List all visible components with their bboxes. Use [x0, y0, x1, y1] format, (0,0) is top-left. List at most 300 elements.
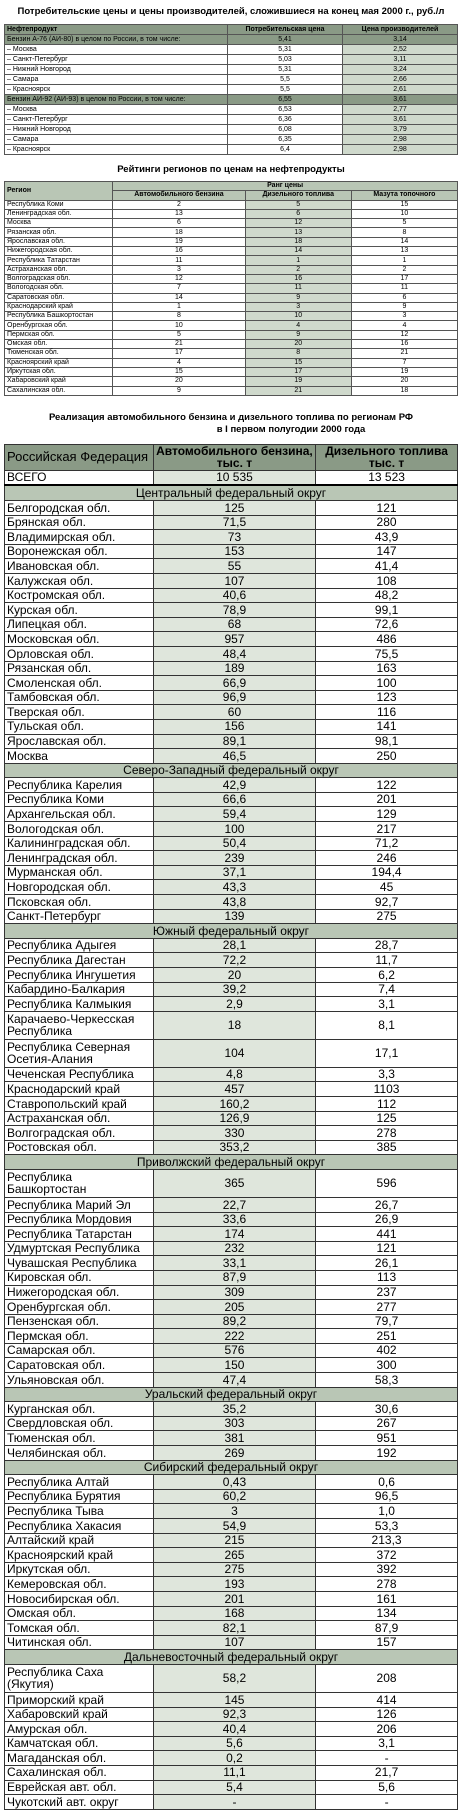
district-name: Центральный федеральный округ [5, 485, 458, 500]
producer-price-cell: 2,52 [343, 45, 458, 55]
diesel-value-cell: 414 [316, 1692, 458, 1707]
table-row [5, 200, 458, 209]
region-cell: Пермская обл. [5, 330, 113, 339]
diesel-value-cell: 251 [316, 1329, 458, 1344]
table-row [5, 690, 458, 705]
gasoline-value-cell: 193 [153, 1577, 315, 1592]
diesel-value-cell: 278 [316, 1577, 458, 1592]
region-cell: Республика Дагестан [5, 953, 154, 968]
gasoline-value-cell: 58,2 [153, 1664, 315, 1692]
fuel-oil-rank-cell: 8 [351, 228, 457, 237]
fuel-oil-rank-cell: 3 [351, 312, 457, 321]
gasoline-value-cell: 78,9 [153, 603, 315, 618]
region-cell: Москва [5, 219, 113, 228]
gasoline-rank-cell: 1 [113, 302, 245, 311]
gasoline-rank-cell: 5 [113, 330, 245, 339]
gasoline-value-cell: 42,9 [153, 778, 315, 793]
table-row [5, 909, 458, 924]
region-cell: Хабаровский край [5, 377, 113, 386]
diesel-value-cell: 134 [316, 1606, 458, 1621]
region-cell: Астраханская обл. [5, 265, 113, 274]
gasoline-value-cell: 365 [153, 1169, 315, 1197]
diesel-rank-cell: 2 [245, 265, 351, 274]
fuel-oil-rank-cell: 4 [351, 321, 457, 330]
district-header-row [5, 1650, 458, 1665]
table-row [5, 778, 458, 793]
consumer-price-cell: 5,31 [228, 45, 343, 55]
gasoline-value-cell: 303 [153, 1416, 315, 1431]
total-diesel: 13 523 [316, 470, 458, 485]
region-cell: Московская обл. [5, 632, 154, 647]
table-row [5, 1519, 458, 1534]
diesel-value-cell: 26,9 [316, 1212, 458, 1227]
table-row [5, 1241, 458, 1256]
gasoline-value-cell: 125 [153, 501, 315, 516]
diesel-value-cell: 596 [316, 1169, 458, 1197]
table-row [5, 807, 458, 822]
region-cell: Краснодарский край [5, 302, 113, 311]
region-cell: Орловская обл. [5, 646, 154, 661]
table-row [5, 55, 458, 65]
table-row [5, 880, 458, 895]
diesel-value-cell: 113 [316, 1270, 458, 1285]
fuel-oil-rank-cell: 19 [351, 367, 457, 376]
gasoline-value-cell: 107 [153, 1635, 315, 1650]
region-cell: Курская обл. [5, 603, 154, 618]
table-row [5, 1300, 458, 1315]
gasoline-rank-cell: 20 [113, 377, 245, 386]
table-row [5, 302, 458, 311]
producer-price-cell: 2,66 [343, 75, 458, 85]
diesel-value-cell: 372 [316, 1548, 458, 1563]
table-row [5, 274, 458, 283]
table-row [5, 1751, 458, 1766]
gasoline-value-cell: 73 [153, 530, 315, 545]
region-cell: Чувашская Республика [5, 1256, 154, 1271]
diesel-value-cell: 237 [316, 1285, 458, 1300]
consumer-price-cell: 6,08 [228, 125, 343, 135]
diesel-value-cell: 41,4 [316, 559, 458, 574]
table-row [5, 265, 458, 274]
table-row [5, 135, 458, 145]
gasoline-value-cell: 96,9 [153, 690, 315, 705]
region-cell: Республика Ингушетия [5, 968, 154, 983]
diesel-value-cell: 3,3 [316, 1067, 458, 1082]
region-cell: Амурская обл. [5, 1722, 154, 1737]
producer-price-cell: 2,61 [343, 85, 458, 95]
region-cell: Сахалинская обл. [5, 386, 113, 395]
region-cell: Республика Бурятия [5, 1489, 154, 1504]
gasoline-value-cell: 43,3 [153, 880, 315, 895]
diesel-value-cell: 1,0 [316, 1504, 458, 1519]
gasoline-value-cell: 309 [153, 1285, 315, 1300]
region-cell: Москва [5, 749, 154, 764]
region-cell: Псковская обл. [5, 895, 154, 910]
gasoline-value-cell: 457 [153, 1082, 315, 1097]
diesel-value-cell: 43,9 [316, 530, 458, 545]
table-row [5, 1635, 458, 1650]
diesel-value-cell: 30,6 [316, 1402, 458, 1417]
table-row [5, 377, 458, 386]
gasoline-rank-cell: 16 [113, 247, 245, 256]
diesel-value-cell: 11,7 [316, 953, 458, 968]
prices-table-body [5, 35, 458, 155]
product-cell: – Санкт-Петербург [5, 115, 228, 125]
table-row [5, 1475, 458, 1490]
diesel-rank-cell: 15 [245, 358, 351, 367]
table-row [5, 293, 458, 302]
district-header-row [5, 924, 458, 939]
region-cell: Самарская обл. [5, 1343, 154, 1358]
column-header: Мазута топочного [351, 191, 457, 200]
gasoline-rank-cell: 19 [113, 237, 245, 246]
diesel-value-cell: 208 [316, 1664, 458, 1692]
fuel-oil-rank-cell: 18 [351, 386, 457, 395]
table-row [5, 1082, 458, 1097]
diesel-rank-cell: 13 [245, 228, 351, 237]
diesel-value-cell: 98,1 [316, 734, 458, 749]
gasoline-value-cell: 89,1 [153, 734, 315, 749]
gasoline-value-cell: 205 [153, 1300, 315, 1315]
table-row [5, 75, 458, 85]
consumer-price-cell: 5,5 [228, 75, 343, 85]
table-row [5, 968, 458, 983]
gasoline-rank-cell: 18 [113, 228, 245, 237]
region-cell: Тульская обл. [5, 719, 154, 734]
table-row [5, 1795, 458, 1810]
fuel-oil-rank-cell: 16 [351, 340, 457, 349]
diesel-value-cell: 161 [316, 1591, 458, 1606]
table-row [5, 646, 458, 661]
producer-price-cell: 3,14 [343, 35, 458, 45]
diesel-rank-cell: 10 [245, 312, 351, 321]
gasoline-value-cell: 68 [153, 617, 315, 632]
gasoline-value-cell: 145 [153, 1692, 315, 1707]
fuel-oil-rank-cell: 17 [351, 274, 457, 283]
gasoline-rank-cell: 8 [113, 312, 245, 321]
table-row [5, 85, 458, 95]
gasoline-rank-cell: 15 [113, 367, 245, 376]
region-cell: Тюменская обл. [5, 349, 113, 358]
diesel-value-cell: 163 [316, 661, 458, 676]
gasoline-value-cell: 89,2 [153, 1314, 315, 1329]
region-cell: Краснодарский край [5, 1082, 154, 1097]
producer-price-cell: 3,79 [343, 125, 458, 135]
region-cell: Республика Калмыкия [5, 997, 154, 1012]
diesel-rank-cell: 12 [245, 219, 351, 228]
district-header-row [5, 763, 458, 778]
gasoline-value-cell: 39,2 [153, 982, 315, 997]
diesel-value-cell: - [316, 1751, 458, 1766]
region-cell: Омская обл. [5, 1606, 154, 1621]
diesel-value-cell: 53,3 [316, 1519, 458, 1534]
gasoline-value-cell: 330 [153, 1126, 315, 1141]
region-cell: Республика Башкортостан [5, 1169, 154, 1197]
diesel-value-cell: 129 [316, 807, 458, 822]
fuel-oil-rank-cell: 2 [351, 265, 457, 274]
gasoline-value-cell: 55 [153, 559, 315, 574]
producer-price-cell: 3,11 [343, 55, 458, 65]
consumer-price-cell: 6,55 [228, 95, 343, 105]
region-cell: Иркутская обл. [5, 1562, 154, 1577]
table-row [5, 1285, 458, 1300]
fuel-oil-rank-cell: 7 [351, 358, 457, 367]
table-header-row [5, 182, 458, 191]
table-row [5, 1096, 458, 1111]
diesel-value-cell: 87,9 [316, 1621, 458, 1636]
table-row [5, 1562, 458, 1577]
diesel-value-cell: 121 [316, 501, 458, 516]
district-header-row [5, 485, 458, 500]
region-cell: Калининградская обл. [5, 836, 154, 851]
diesel-value-cell: 21,7 [316, 1765, 458, 1780]
table-row [5, 1329, 458, 1344]
diesel-value-cell: 5,6 [316, 1780, 458, 1795]
region-cell: Ярославская обл. [5, 734, 154, 749]
prices-title: Потребительские цены и цены производителей, сложившиеся на конец мая 2000 г., руб./л [17, 6, 445, 17]
region-cell: Воронежская обл. [5, 544, 154, 559]
gasoline-value-cell: 3 [153, 1504, 315, 1519]
diesel-value-cell: 7,4 [316, 982, 458, 997]
table-row [5, 125, 458, 135]
column-header: Автомобильного бензина [113, 191, 245, 200]
diesel-value-cell: 28,7 [316, 938, 458, 953]
district-name: Дальневосточный федеральный округ [5, 1650, 458, 1665]
table-row [5, 1446, 458, 1461]
region-cell: Челябинская обл. [5, 1446, 154, 1461]
gasoline-rank-cell: 17 [113, 349, 245, 358]
producer-price-cell: 2,77 [343, 105, 458, 115]
gasoline-value-cell: 46,5 [153, 749, 315, 764]
gasoline-value-cell: 54,9 [153, 1519, 315, 1534]
region-header: Регион [5, 182, 113, 201]
region-cell: Оренбургская обл. [5, 321, 113, 330]
consumer-price-cell: 5,03 [228, 55, 343, 65]
fuel-oil-rank-cell: 6 [351, 293, 457, 302]
region-cell: Кемеровская обл. [5, 1577, 154, 1592]
region-cell: Волгоградская обл. [5, 1126, 154, 1141]
table-row [5, 938, 458, 953]
region-cell: Республика Карелия [5, 778, 154, 793]
producer-price-cell: 3,24 [343, 65, 458, 75]
fuel-oil-rank-cell: 21 [351, 349, 457, 358]
diesel-value-cell: 0,6 [316, 1475, 458, 1490]
region-cell: Республика Алтай [5, 1475, 154, 1490]
diesel-value-cell: 79,7 [316, 1314, 458, 1329]
diesel-value-cell: 123 [316, 690, 458, 705]
region-cell: Саратовская обл. [5, 293, 113, 302]
gasoline-value-cell: 82,1 [153, 1621, 315, 1636]
region-cell: Тамбовская обл. [5, 690, 154, 705]
gasoline-value-cell: 215 [153, 1533, 315, 1548]
fuel-oil-rank-cell: 11 [351, 284, 457, 293]
region-cell: Карачаево-Черкесская Республика [5, 1011, 154, 1039]
ratings-table-body [5, 200, 458, 395]
gasoline-rank-cell: 13 [113, 209, 245, 218]
table-row [5, 1416, 458, 1431]
diesel-value-cell: 100 [316, 676, 458, 691]
gasoline-rank-cell: 11 [113, 256, 245, 265]
table-row [5, 1358, 458, 1373]
producer-price-cell: 2,98 [343, 145, 458, 155]
gasoline-value-cell: 18 [153, 1011, 315, 1039]
region-cell: Тверская обл. [5, 705, 154, 720]
region-cell: Брянская обл. [5, 515, 154, 530]
gasoline-value-cell: 47,4 [153, 1373, 315, 1388]
diesel-value-cell: - [316, 1795, 458, 1810]
gasoline-value-cell: 33,1 [153, 1256, 315, 1271]
table-row [5, 1707, 458, 1722]
diesel-value-cell: 1103 [316, 1082, 458, 1097]
gasoline-value-cell: 269 [153, 1446, 315, 1461]
table-row [5, 1373, 458, 1388]
table-row [5, 228, 458, 237]
table-row [5, 1256, 458, 1271]
diesel-rank-cell: 16 [245, 274, 351, 283]
diesel-rank-cell: 9 [245, 330, 351, 339]
gasoline-value-cell: 66,9 [153, 676, 315, 691]
product-cell: – Красноярск [5, 85, 228, 95]
district-name: Северо-Западный федеральный округ [5, 763, 458, 778]
fuel-oil-rank-cell: 15 [351, 200, 457, 209]
table-row [5, 559, 458, 574]
region-cell: Нижегородская обл. [5, 1285, 154, 1300]
fuel-oil-rank-cell: 14 [351, 237, 457, 246]
region-cell: Еврейская авт. обл. [5, 1780, 154, 1795]
ratings-table [4, 181, 458, 396]
gasoline-value-cell: 957 [153, 632, 315, 647]
total-label: ВСЕГО [5, 470, 154, 485]
table-row [5, 1039, 458, 1067]
region-cell: Курганская обл. [5, 1402, 154, 1417]
table-row [5, 237, 458, 246]
diesel-rank-cell: 14 [245, 247, 351, 256]
table-row [5, 1314, 458, 1329]
table-row [5, 321, 458, 330]
table-row [5, 588, 458, 603]
table-row [5, 340, 458, 349]
region-cell: Чеченская Республика [5, 1067, 154, 1082]
region-cell: Оренбургская обл. [5, 1300, 154, 1315]
table-row [5, 1606, 458, 1621]
gasoline-value-cell: 60,2 [153, 1489, 315, 1504]
region-cell: Калужская обл. [5, 573, 154, 588]
region-cell: Алтайский край [5, 1533, 154, 1548]
product-cell: Бензин АИ-92 (АИ-93) в целом по России, в том числе: [5, 95, 228, 105]
gasoline-value-cell: 160,2 [153, 1096, 315, 1111]
region-cell: Ростовская обл. [5, 1140, 154, 1155]
region-cell: Иркутская обл. [5, 367, 113, 376]
district-name: Приволжский федеральный округ [5, 1155, 458, 1170]
gasoline-value-cell: 0,43 [153, 1475, 315, 1490]
region-cell: Белгородская обл. [5, 501, 154, 516]
column-header: Дизельного топлива [245, 191, 351, 200]
table-row [5, 1197, 458, 1212]
product-cell: – Нижний Новгород [5, 65, 228, 75]
region-cell: Новосибирская обл. [5, 1591, 154, 1606]
table-row [5, 997, 458, 1012]
ratings-title: Рейтинги регионов по ценам на нефтепродукты [117, 164, 345, 175]
region-cell: Республика Саха (Якутия) [5, 1664, 154, 1692]
column-header: Нефтепродукт [5, 25, 228, 35]
gasoline-value-cell: 5,4 [153, 1780, 315, 1795]
gasoline-value-cell: 48,4 [153, 646, 315, 661]
table-row [5, 35, 458, 45]
gasoline-value-cell: 43,8 [153, 895, 315, 910]
table-row [5, 661, 458, 676]
total-gasoline: 10 535 [153, 470, 315, 485]
region-cell: Ярославская обл. [5, 237, 113, 246]
region-cell: Хабаровский край [5, 1707, 154, 1722]
fuel-oil-rank-cell: 13 [351, 247, 457, 256]
table-row [5, 501, 458, 516]
diesel-value-cell: 275 [316, 909, 458, 924]
table-row [5, 749, 458, 764]
diesel-value-cell: 392 [316, 1562, 458, 1577]
table-row [5, 247, 458, 256]
table-row [5, 358, 458, 367]
region-cell: Республика Татарстан [5, 1227, 154, 1242]
table-row [5, 386, 458, 395]
region-cell: Кировская обл. [5, 1270, 154, 1285]
region-cell: Ленинградская обл. [5, 851, 154, 866]
diesel-rank-cell: 3 [245, 302, 351, 311]
table-row [5, 1533, 458, 1548]
diesel-rank-cell: 4 [245, 321, 351, 330]
diesel-value-cell: 92,7 [316, 895, 458, 910]
table-row [5, 573, 458, 588]
gasoline-rank-cell: 21 [113, 340, 245, 349]
gasoline-value-cell: 71,5 [153, 515, 315, 530]
table-row [5, 1126, 458, 1141]
diesel-value-cell: 108 [316, 573, 458, 588]
region-cell: Новгородская обл. [5, 880, 154, 895]
region-cell: Республика Коми [5, 792, 154, 807]
column-header: Цена производителей [343, 25, 458, 35]
gasoline-value-cell: 22,7 [153, 1197, 315, 1212]
table-row [5, 65, 458, 75]
diesel-value-cell: 45 [316, 880, 458, 895]
sales-title-line2: в I первом полугодии 2000 года [216, 423, 366, 435]
table-row [5, 676, 458, 691]
table-row [5, 1270, 458, 1285]
region-cell: Республика Коми [5, 200, 113, 209]
gasoline-value-cell: 353,2 [153, 1140, 315, 1155]
diesel-value-cell: 486 [316, 632, 458, 647]
product-cell: – Санкт-Петербург [5, 55, 228, 65]
table-row [5, 603, 458, 618]
diesel-rank-cell: 5 [245, 200, 351, 209]
diesel-value-cell: 246 [316, 851, 458, 866]
gasoline-value-cell: 40,4 [153, 1722, 315, 1737]
region-cell: Нижегородская обл. [5, 247, 113, 256]
table-row [5, 953, 458, 968]
table-row [5, 836, 458, 851]
diesel-rank-cell: 19 [245, 377, 351, 386]
table-row [5, 1169, 458, 1197]
gasoline-value-cell: 33,6 [153, 1212, 315, 1227]
diesel-value-cell: 213,3 [316, 1533, 458, 1548]
gasoline-value-cell: 11,1 [153, 1765, 315, 1780]
region-cell: Пензенская обл. [5, 1314, 154, 1329]
region-cell: Читинская обл. [5, 1635, 154, 1650]
table-row [5, 115, 458, 125]
gasoline-value-cell: 87,9 [153, 1270, 315, 1285]
producer-price-cell: 2,98 [343, 135, 458, 145]
fuel-oil-rank-cell: 20 [351, 377, 457, 386]
diesel-value-cell: 441 [316, 1227, 458, 1242]
diesel-value-cell: 157 [316, 1635, 458, 1650]
